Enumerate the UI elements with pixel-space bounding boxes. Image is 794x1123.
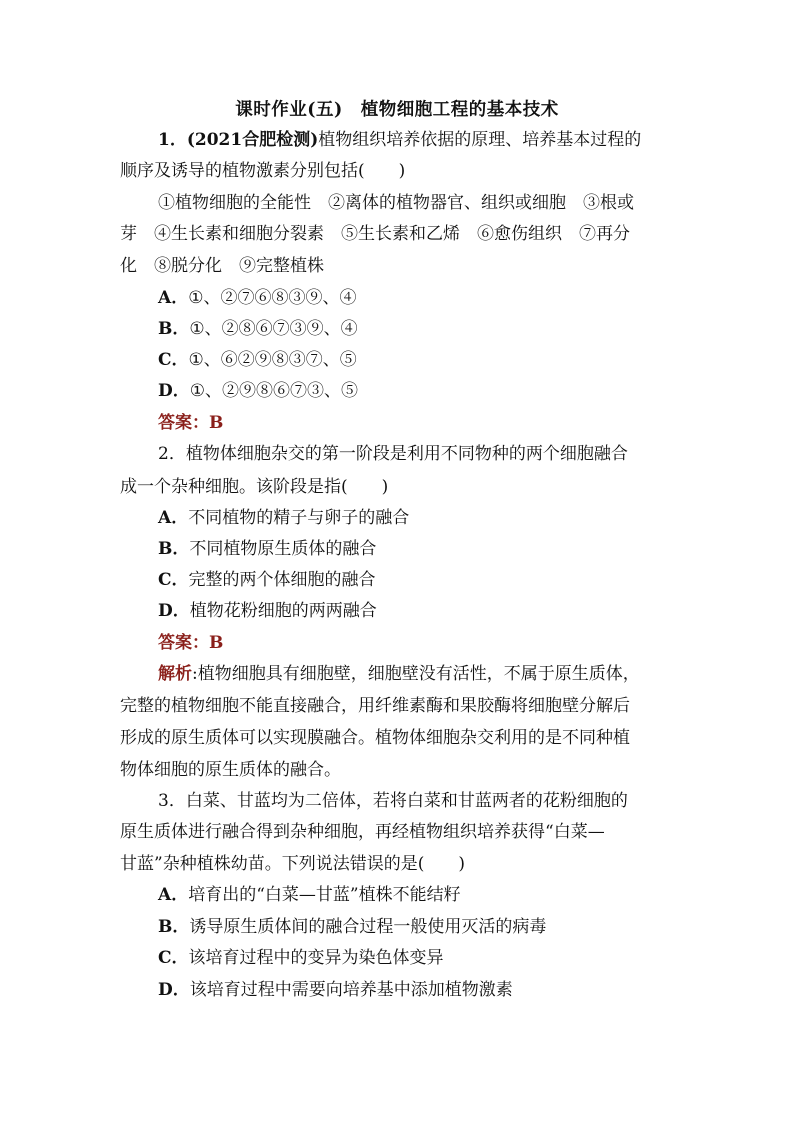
q1-items-line2: 芽 ④生长素和细胞分裂素 ⑤生长素和乙烯 ⑥愈伤组织 ⑦再分 (120, 224, 630, 244)
option-label: A． (158, 885, 189, 905)
option-label: D． (158, 601, 190, 621)
q1-option-a (158, 288, 718, 308)
option-text: ①、②⑧⑥⑦③⑨、④ (189, 319, 358, 339)
option-text: 培育出的“白菜—甘蓝”植株不能结籽 (188, 885, 461, 905)
option-label: C． (158, 570, 189, 590)
q3-stem-line1: 3．白菜、甘蓝均为二倍体，若将白菜和甘蓝两者的花粉细胞的 (158, 791, 628, 811)
option-text: 不同植物的精子与卵子的融合 (188, 508, 410, 528)
q1-option-c (158, 350, 718, 370)
option-text: 该培育过程中需要向培养基中添加植物激素 (189, 980, 513, 1000)
q1-stem-line2: 顺序及诱导的植物激素分别包括( ) (120, 161, 406, 181)
q2-stem-line2: 成一个杂种细胞。该阶段是指( ) (120, 477, 389, 497)
analysis-label: 解析 (158, 664, 192, 684)
q1-number: 1． (158, 130, 187, 150)
option-label: B． (158, 539, 190, 559)
q1-stem-line1 (158, 130, 678, 150)
option-label: D． (158, 980, 190, 1000)
q2-option-a (158, 508, 718, 528)
q2-option-c (158, 570, 718, 590)
option-text: ①、②⑦⑥⑧③⑨、④ (188, 288, 357, 308)
q1-option-d (158, 381, 718, 401)
option-label: B． (158, 319, 190, 339)
option-text: 完整的两个体细胞的融合 (188, 570, 376, 590)
option-label: A． (158, 508, 189, 528)
option-text: 植物花粉细胞的两两融合 (189, 601, 377, 621)
q1-answer: 答案：B (158, 413, 224, 433)
option-label: C． (158, 350, 189, 370)
q2-option-b (158, 539, 718, 559)
q1-items-line3: 化 ⑧脱分化 ⑨完整植株 (120, 256, 324, 276)
q1-option-b (158, 319, 718, 339)
q2-analysis-line4: 物体细胞的原生质体的融合。 (120, 760, 341, 780)
q2-analysis-line2: 完整的植物细胞不能直接融合，用纤维素酶和果胶酶将细胞壁分解后 (120, 696, 630, 716)
q1-stem-text: 植物组织培养依据的原理、培养基本过程的 (318, 130, 642, 150)
option-label: C． (158, 948, 189, 968)
q3-stem-line2: 原生质体进行融合得到杂种细胞，再经植物组织培养获得“白菜— (120, 822, 605, 842)
q3-option-c (158, 948, 718, 968)
option-text: 该培育过程中的变异为染色体变异 (188, 948, 444, 968)
q3-option-a (158, 885, 718, 905)
analysis-text: :植物细胞具有细胞壁，细胞壁没有活性，不属于原生质体， (192, 664, 640, 684)
q3-option-d (158, 980, 718, 1000)
q2-analysis-line3: 形成的原生质体可以实现膜融合。植物体细胞杂交利用的是不同种植 (120, 728, 630, 748)
option-label: A． (158, 288, 189, 308)
q1-source: (2021合肥检测) (186, 130, 319, 150)
q2-answer: 答案：B (158, 633, 224, 653)
q3-option-b (158, 917, 718, 937)
page-title: 课时作业(五) 植物细胞工程的基本技术 (235, 100, 559, 120)
q2-option-d (158, 601, 718, 621)
option-label: D． (158, 381, 190, 401)
q2-stem-line1: 2．植物体细胞杂交的第一阶段是利用不同物种的两个细胞融合 (158, 444, 628, 464)
option-text: ①、②⑨⑧⑥⑦③、⑤ (189, 381, 358, 401)
q2-analysis-line1 (158, 664, 678, 684)
option-label: B． (158, 917, 190, 937)
q1-items-line1: ①植物细胞的全能性 ②离体的植物器官、组织或细胞 ③根或 (158, 193, 634, 213)
option-text: 不同植物原生质体的融合 (189, 539, 377, 559)
option-text: ①、⑥②⑨⑧③⑦、⑤ (188, 350, 357, 370)
q3-stem-line3: 甘蓝”杂种植株幼苗。下列说法错误的是( ) (120, 854, 465, 874)
option-text: 诱导原生质体间的融合过程一般使用灭活的病毒 (189, 917, 547, 937)
